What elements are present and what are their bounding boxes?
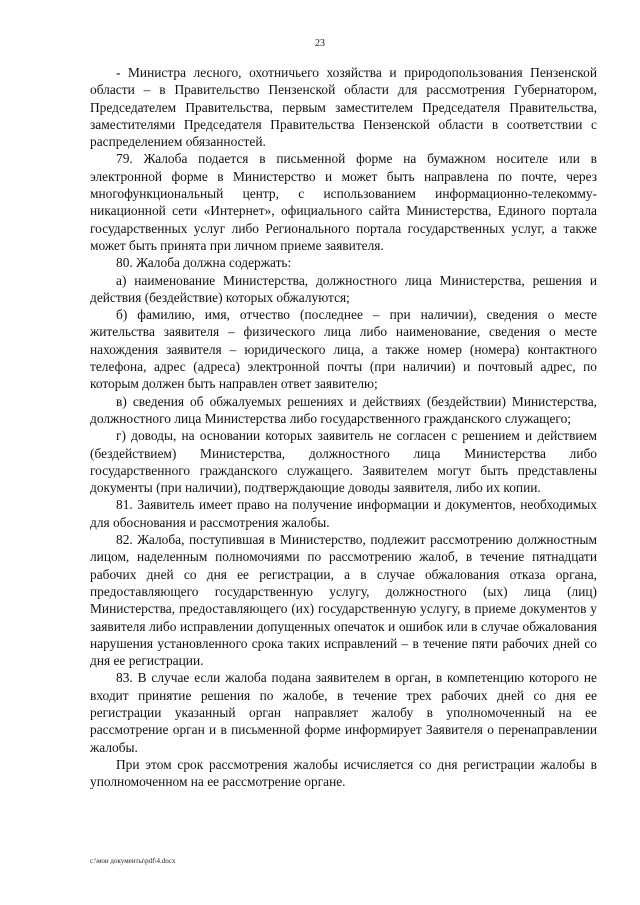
paragraph-minister: - Министра лесного, охотничьего хозяйства и природопользования Пензенской области – в Правительство Пензенской области для рассмотрения Губернатором, Председателем Правительства, первым заместителем Председателя Правительства, заместителями Председателя Правительства Пензенской области в соответствии с распределением обязанностей. [90, 65, 597, 150]
paragraph-80-v: в) сведения об обжалуемых решениях и действиях (бездействии) Министерства, должностного лица Министерства либо государственного гражданского служащего; [90, 393, 597, 426]
paragraph-80-b: б) фамилию, имя, отчество (последнее – при наличии), сведения о месте жительства заявителя – физического лица либо наименование, сведения о месте нахождения заявителя – юридического лица, а также номер (номера) контактного телефона, адрес (адреса) электронной почты (при наличии) и почтовый адрес, по которым должен быть направлен ответ заявителю; [90, 307, 597, 392]
footer-file-path: c:\мои документы\pdf\4.docx [90, 857, 176, 865]
page-number: 23 [315, 38, 325, 49]
paragraph-82: 82. Жалоба, поступившая в Министерство, подлежит рассмотрению должностным лицом, наделенным полномочиями по рассмотрению жалоб, в течение пятнадцати рабочих дней со дня ее регистрации, а в случае обжалования отказа органа, предоставляющего государственную услугу, должностного (ых) лица (лиц) Министерства, предоставляющего (их) государственную услугу, в приеме документов у заявителя либо исправлении допущенных опечаток и ошибок или в случае обжалования нарушения установленного срока таких исправлений – в течение пяти рабочих дней со дня ее регистрации. [90, 532, 597, 669]
paragraph-83-term: При этом срок рассмотрения жалобы исчисляется со дня регистрации жалобы в уполномоченном на ее рассмотрение органе. [90, 756, 597, 790]
paragraph-83: 83. В случае если жалоба подана заявителем в орган, в компетенцию которого не входит принятие решения по жалобе, в течение трех рабочих дней со дня ее регистрации указанный орган направляет жалобу в уполномоченный на ее рассмотрение орган и в письменной форме информирует Заявителя о перенаправлении жалобы. [90, 670, 597, 755]
paragraph-80-g: г) доводы, на основании которых заявитель не согласен с решением и действием (бездействием) Министерства, должностного лица Министерства либо государственного гражданского служащего. Заявителем могут быть представлены документы (при наличии), подтверждающие доводы заявителя, либо их копии. [90, 428, 597, 496]
paragraph-79: 79. Жалоба подается в письменной форме на бумажном носителе или в электронной форме в Министерство и может быть направлена по почте, через многофункциональный центр, с использованием информационно-телекоммуникационной сети «Интернет», официального сайта Министерства, Единого портала государственных услуг либо Регионального портала государственных услуг, а также может быть принята при личном приеме заявителя. [90, 151, 597, 253]
paragraph-80: 80. Жалоба должна содержать: [116, 255, 292, 271]
paragraph-80-a: а) наименование Министерства, должностного лица Министерства, решения и действия (бездействие) которых обжалуются; [90, 272, 597, 305]
document-body [90, 64, 597, 790]
paragraph-81: 81. Заявитель имеет право на получение информации и документов, необходимых для обоснования и рассмотрения жалобы. [90, 497, 597, 530]
